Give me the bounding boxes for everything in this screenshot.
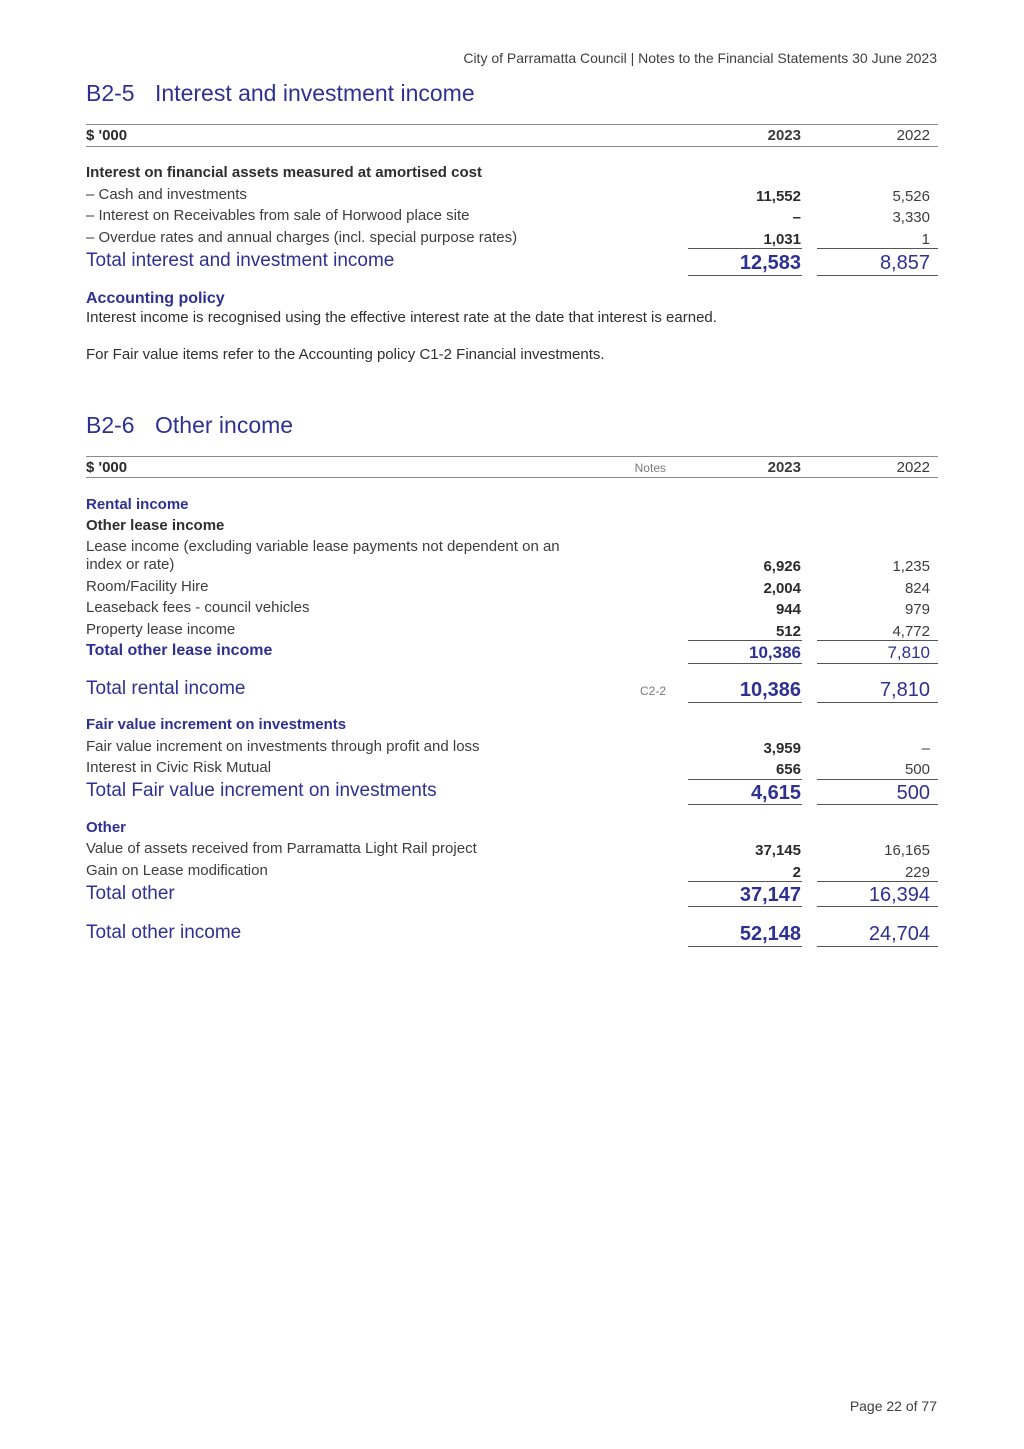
total-value-2023: 12,583 [739, 252, 801, 274]
section-title-text: Interest and investment income [155, 80, 475, 106]
total-label: Total other [86, 883, 175, 904]
unit-label: $ '000 [86, 459, 128, 476]
table-row [86, 229, 938, 249]
row-label: Gain on Lease modification [86, 862, 268, 879]
row-value-2023: 656 [775, 761, 801, 778]
total-label: Total rental income [86, 678, 246, 699]
accounting-policy-heading: Accounting policy [86, 290, 225, 307]
underline [688, 663, 802, 664]
section-number: B2-5 [86, 80, 135, 106]
total-value-2023: 37,147 [739, 884, 801, 906]
underline [817, 248, 938, 249]
row-label: – Interest on Receivables from sale of Horwood place site [86, 207, 470, 224]
row-label: Value of assets received from Parramatta Light Rail project [86, 840, 477, 857]
table-row [86, 862, 938, 882]
row-value-2023: 512 [775, 623, 801, 640]
underline [817, 275, 938, 276]
year-2023-header: 2023 [767, 459, 801, 476]
underline [688, 946, 802, 947]
underline [688, 881, 802, 882]
subheading-amortised-cost: Interest on financial assets measured at amortised cost [86, 164, 482, 181]
row-value-2022: – [921, 740, 930, 757]
table-top-rule [86, 456, 938, 457]
year-2022-header: 2022 [896, 127, 930, 144]
row-value-2023: 6,926 [763, 558, 801, 575]
fair-value-note: For Fair value items refer to the Accounting policy C1-2 Financial investments. [86, 346, 605, 363]
table-row [86, 578, 938, 598]
row-label: Room/Facility Hire [86, 578, 209, 595]
underline [688, 906, 802, 907]
table-header-row [86, 459, 938, 479]
subheading-row [86, 716, 938, 736]
table-row [86, 599, 938, 619]
subheading-row [86, 819, 938, 839]
row-value-2022: 229 [904, 864, 930, 881]
total-value-2023: 4,615 [750, 782, 801, 804]
row-value-2022: 1 [921, 231, 930, 248]
row-value-2022: 500 [904, 761, 930, 778]
total-row [86, 780, 938, 806]
row-label: – Overdue rates and annual charges (incl. special purpose rates) [86, 229, 518, 246]
page-number: Page 22 of 77 [849, 1398, 937, 1414]
total-value-2023: 10,386 [739, 679, 801, 701]
row-value-2022: 979 [904, 601, 930, 618]
row-value-2023: 944 [775, 601, 801, 618]
section-title-b2-6 [86, 412, 293, 439]
subheading-row [86, 164, 938, 184]
table-row [86, 538, 938, 578]
notes-header: Notes [634, 461, 666, 475]
accounting-policy-text: Interest income is recognised using the effective interest rate at the date that interest is earned. [86, 309, 717, 326]
row-value-2023: – [792, 209, 801, 226]
underline [817, 779, 938, 780]
underline [817, 804, 938, 805]
row-value-2022: 5,526 [892, 188, 930, 205]
row-label: Property lease income [86, 621, 236, 638]
underline [817, 906, 938, 907]
table-row [86, 207, 938, 227]
row-label: – Cash and investments [86, 186, 247, 203]
table-row [86, 186, 938, 206]
table-top-rule [86, 124, 938, 125]
subtotal-value-2023: 10,386 [749, 643, 801, 662]
fair-value-heading: Fair value increment on investments [86, 716, 347, 733]
unit-label: $ '000 [86, 127, 128, 144]
row-label-line2: index or rate) [86, 556, 175, 573]
underline [688, 248, 802, 249]
table-row [86, 738, 938, 758]
total-value-2022: 7,810 [879, 679, 930, 701]
table-header-rule [86, 146, 938, 147]
row-value-2022: 1,235 [892, 558, 930, 575]
total-label: Total interest and investment income [86, 250, 395, 271]
row-value-2023: 11,552 [755, 188, 801, 205]
table-row [86, 621, 938, 641]
other-heading: Other [86, 819, 127, 836]
underline [688, 640, 802, 641]
row-label-line1: Lease income (excluding variable lease payments not dependent on an [86, 538, 560, 555]
subtotal-row [86, 642, 938, 664]
underline [817, 702, 938, 703]
total-value-2022: 500 [896, 782, 930, 804]
row-value-2023: 2 [792, 864, 801, 881]
subheading-row [86, 496, 938, 516]
subtotal-label: Total other lease income [86, 642, 273, 659]
grand-total-value-2023: 52,148 [739, 923, 801, 945]
row-value-2023: 2,004 [763, 580, 801, 597]
underline [817, 881, 938, 882]
underline [688, 702, 802, 703]
table-header-rule [86, 477, 938, 478]
section-title-text: Other income [155, 412, 294, 438]
grand-total-value-2022: 24,704 [868, 923, 930, 945]
grand-total-label: Total other income [86, 922, 242, 943]
row-value-2023: 1,031 [763, 231, 801, 248]
underline [688, 804, 802, 805]
row-value-2022: 16,165 [884, 842, 930, 859]
section-number: B2-6 [86, 412, 135, 438]
underline [817, 640, 938, 641]
year-2023-header: 2023 [767, 127, 801, 144]
underline [817, 946, 938, 947]
underline [817, 663, 938, 664]
total-value-2022: 8,857 [879, 252, 930, 274]
note-reference: C2-2 [639, 684, 666, 698]
underline [688, 275, 802, 276]
total-label: Total Fair value increment on investments [86, 780, 437, 801]
total-row [86, 678, 938, 704]
subheading-row [86, 517, 938, 537]
row-value-2023: 3,959 [763, 740, 801, 757]
page-header: City of Parramatta Council | Notes to the Financial Statements 30 June 2023 [463, 50, 937, 66]
other-lease-income-heading: Other lease income [86, 517, 225, 534]
row-label: Fair value increment on investments through profit and loss [86, 738, 480, 755]
row-label: Leaseback fees - council vehicles [86, 599, 310, 616]
row-label: Interest in Civic Risk Mutual [86, 759, 272, 776]
table-row [86, 759, 938, 779]
total-row [86, 883, 938, 909]
underline [688, 779, 802, 780]
section-title-b2-5 [86, 80, 475, 107]
subtotal-value-2022: 7,810 [887, 643, 930, 662]
total-row [86, 250, 938, 276]
row-value-2022: 824 [904, 580, 930, 597]
table-row [86, 840, 938, 860]
rental-income-heading: Rental income [86, 496, 189, 513]
grand-total-row [86, 922, 938, 948]
row-value-2022: 4,772 [892, 623, 930, 640]
row-value-2023: 37,145 [755, 842, 801, 859]
row-value-2022: 3,330 [892, 209, 930, 226]
year-2022-header: 2022 [896, 459, 930, 476]
total-value-2022: 16,394 [868, 884, 930, 906]
table-header-row [86, 127, 938, 147]
